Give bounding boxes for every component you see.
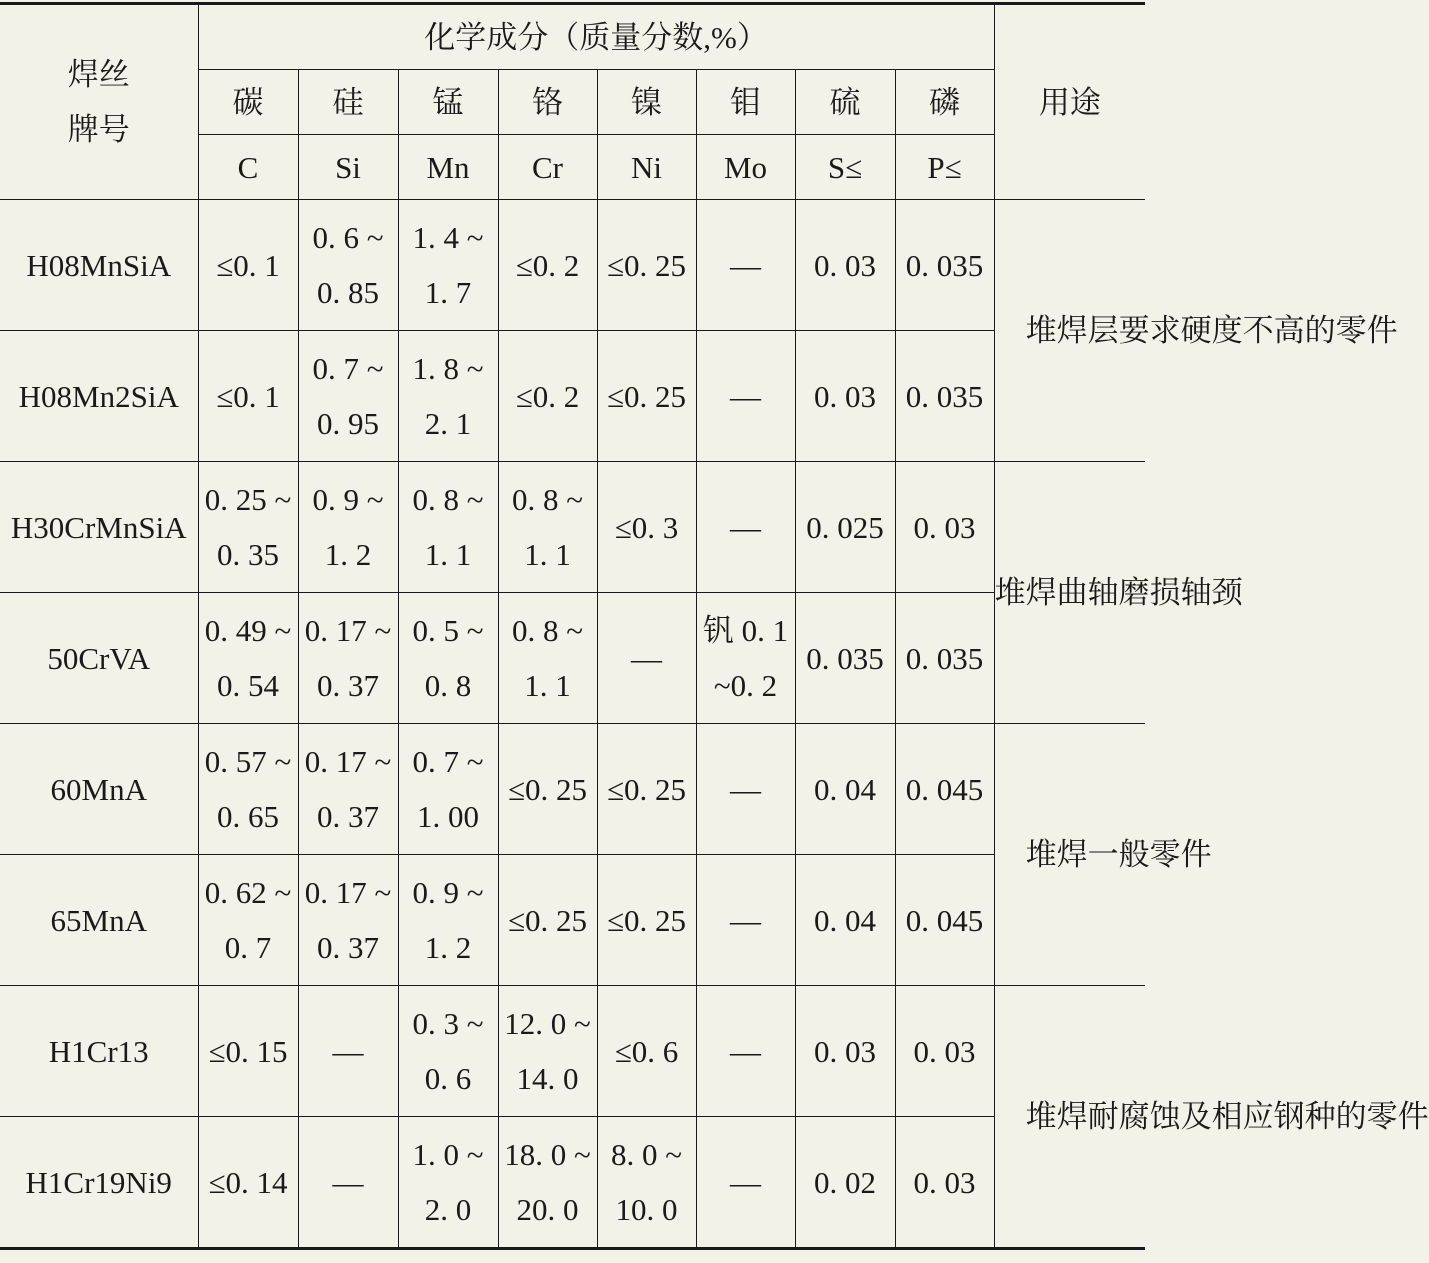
value-c: ≤0. 1 xyxy=(198,200,298,331)
value-mo: — xyxy=(696,462,795,593)
value-mn: 0. 9 ~ 1. 2 xyxy=(398,855,498,986)
value-ni: ≤0. 6 xyxy=(597,986,696,1117)
value-cr: ≤0. 25 xyxy=(498,724,597,855)
table-row xyxy=(0,724,1145,855)
usage-cell: 堆焊层要求硬度不高的零件 xyxy=(994,200,1145,462)
value-cr: 18. 0 ~ 20. 0 xyxy=(498,1117,597,1249)
value-ni: — xyxy=(597,593,696,724)
value-c: ≤0. 15 xyxy=(198,986,298,1117)
value-mo: — xyxy=(696,200,795,331)
value-p: 0. 035 xyxy=(895,200,994,331)
table-row xyxy=(0,331,1145,462)
grade-cell: 50CrVA xyxy=(0,593,198,724)
value-mo: — xyxy=(696,724,795,855)
element-symbol-6: S≤ xyxy=(795,135,895,200)
value-cr: ≤0. 2 xyxy=(498,331,597,462)
element-name-0: 碳 xyxy=(198,70,298,135)
value-c: ≤0. 1 xyxy=(198,331,298,462)
value-ni: ≤0. 25 xyxy=(597,200,696,331)
value-ni: ≤0. 3 xyxy=(597,462,696,593)
value-s: 0. 025 xyxy=(795,462,895,593)
value-mn: 0. 3 ~ 0. 6 xyxy=(398,986,498,1117)
element-name-6: 硫 xyxy=(795,70,895,135)
value-mo: 钒 0. 1 ~0. 2 xyxy=(696,593,795,724)
element-name-5: 钼 xyxy=(696,70,795,135)
value-mn: 0. 8 ~ 1. 1 xyxy=(398,462,498,593)
value-mn: 1. 4 ~ 1. 7 xyxy=(398,200,498,331)
value-c: ≤0. 14 xyxy=(198,1117,298,1249)
value-cr: 0. 8 ~ 1. 1 xyxy=(498,593,597,724)
value-c: 0. 57 ~ 0. 65 xyxy=(198,724,298,855)
value-ni: ≤0. 25 xyxy=(597,331,696,462)
grade-cell: H08Mn2SiA xyxy=(0,331,198,462)
value-mn: 1. 0 ~ 2. 0 xyxy=(398,1117,498,1249)
element-symbol-0: C xyxy=(198,135,298,200)
value-c: 0. 25 ~ 0. 35 xyxy=(198,462,298,593)
value-si: 0. 17 ~ 0. 37 xyxy=(298,855,398,986)
value-p: 0. 03 xyxy=(895,986,994,1117)
element-name-4: 镍 xyxy=(597,70,696,135)
value-s: 0. 04 xyxy=(795,724,895,855)
value-mo: — xyxy=(696,986,795,1117)
value-p: 0. 045 xyxy=(895,724,994,855)
value-p: 0. 03 xyxy=(895,462,994,593)
value-ni: ≤0. 25 xyxy=(597,855,696,986)
element-symbol-2: Mn xyxy=(398,135,498,200)
value-cr: 12. 0 ~ 14. 0 xyxy=(498,986,597,1117)
table-row xyxy=(0,855,1145,986)
value-mn: 0. 5 ~ 0. 8 xyxy=(398,593,498,724)
table-row xyxy=(0,1117,1145,1249)
element-name-1: 硅 xyxy=(298,70,398,135)
table-row xyxy=(0,462,1145,593)
element-symbol-4: Ni xyxy=(597,135,696,200)
table-row xyxy=(0,986,1145,1117)
element-name-7: 磷 xyxy=(895,70,994,135)
usage-cell: 堆焊耐腐蚀及相应钢种的零件 xyxy=(994,986,1145,1249)
element-name-3: 铬 xyxy=(498,70,597,135)
value-p: 0. 045 xyxy=(895,855,994,986)
value-ni: ≤0. 25 xyxy=(597,724,696,855)
value-c: 0. 49 ~ 0. 54 xyxy=(198,593,298,724)
welding-wire-table xyxy=(0,2,1429,1250)
grade-cell: H08MnSiA xyxy=(0,200,198,331)
table-row xyxy=(0,593,1145,724)
value-mo: — xyxy=(696,855,795,986)
grade-cell: H30CrMnSiA xyxy=(0,462,198,593)
value-mn: 1. 8 ~ 2. 1 xyxy=(398,331,498,462)
value-s: 0. 04 xyxy=(795,855,895,986)
usage-cell: 堆焊曲轴磨损轴颈 xyxy=(994,462,1145,724)
usage-cell: 堆焊一般零件 xyxy=(994,724,1145,986)
grade-header-line2: 牌号 xyxy=(67,112,130,147)
value-p: 0. 035 xyxy=(895,593,994,724)
grade-cell: 65MnA xyxy=(0,855,198,986)
value-si: — xyxy=(298,986,398,1117)
value-p: 0. 035 xyxy=(895,331,994,462)
table-row xyxy=(0,200,1145,331)
value-si: 0. 6 ~ 0. 85 xyxy=(298,200,398,331)
usage-header: 用途 xyxy=(994,4,1145,200)
value-mo: — xyxy=(696,1117,795,1249)
value-si: — xyxy=(298,1117,398,1249)
value-cr: ≤0. 25 xyxy=(498,855,597,986)
value-s: 0. 03 xyxy=(795,200,895,331)
value-ni: 8. 0 ~ 10. 0 xyxy=(597,1117,696,1249)
value-s: 0. 035 xyxy=(795,593,895,724)
value-si: 0. 17 ~ 0. 37 xyxy=(298,593,398,724)
grade-cell: H1Cr19Ni9 xyxy=(0,1117,198,1249)
value-si: 0. 17 ~ 0. 37 xyxy=(298,724,398,855)
grade-cell: 60MnA xyxy=(0,724,198,855)
value-cr: ≤0. 2 xyxy=(498,200,597,331)
value-p: 0. 03 xyxy=(895,1117,994,1249)
value-si: 0. 7 ~ 0. 95 xyxy=(298,331,398,462)
grade-header-line1: 焊丝 xyxy=(67,57,130,92)
composition-header: 化学成分（质量分数,%） xyxy=(198,4,994,70)
value-s: 0. 03 xyxy=(795,331,895,462)
value-s: 0. 02 xyxy=(795,1117,895,1249)
value-c: 0. 62 ~ 0. 7 xyxy=(198,855,298,986)
element-symbol-7: P≤ xyxy=(895,135,994,200)
value-s: 0. 03 xyxy=(795,986,895,1117)
element-symbol-5: Mo xyxy=(696,135,795,200)
grade-header xyxy=(0,4,198,200)
value-mo: — xyxy=(696,331,795,462)
element-symbol-3: Cr xyxy=(498,135,597,200)
value-cr: 0. 8 ~ 1. 1 xyxy=(498,462,597,593)
value-si: 0. 9 ~ 1. 2 xyxy=(298,462,398,593)
grade-cell: H1Cr13 xyxy=(0,986,198,1117)
element-symbol-1: Si xyxy=(298,135,398,200)
value-mn: 0. 7 ~ 1. 00 xyxy=(398,724,498,855)
element-name-2: 锰 xyxy=(398,70,498,135)
